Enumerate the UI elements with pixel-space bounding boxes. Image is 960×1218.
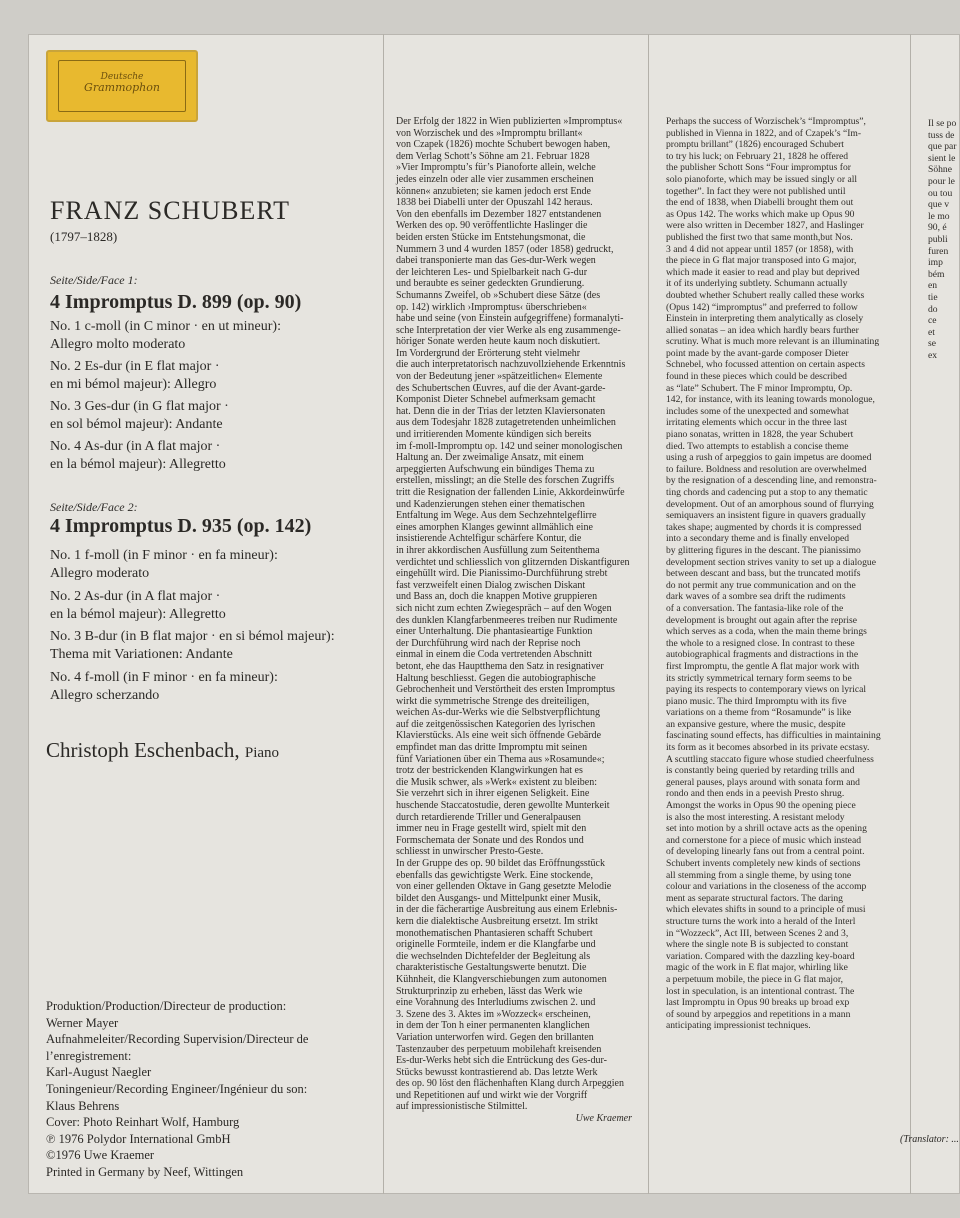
production-credits [46, 998, 346, 1181]
note-line: piano music. The third Impromptu with its five [666, 695, 847, 707]
composer-name: FRANZ SCHUBERT [50, 196, 290, 225]
note-line: eingehüllt wird. Die Pianissimo-Durchführung strebt [396, 568, 608, 580]
note-line: in “Wozzeck”, Act III, between Scenes 2 and 3, [666, 927, 849, 939]
note-line: ting chords and cadencing put a stop to any thematic [666, 487, 868, 498]
note-line: Tastenzauber des perpetuum mobilehaft kreisenden [396, 1043, 602, 1055]
note-line: a perpetuum mobile, the piece in G flat major, [666, 973, 844, 985]
track-line: No. 2 As-dur (in A flat major · [50, 589, 221, 604]
note-line: wirkt die symmetrische Strenge des dreiteiligen, [396, 695, 590, 707]
note-line: the piece in G flat major transposed into G major, [666, 255, 857, 267]
note-line: Perhaps the success of Worzischek’s “Impromptus”, [666, 116, 866, 127]
note-line: of sound by arpeggios and repetitions in a mann [666, 1008, 851, 1020]
note-line: by glittering figures in the descant. The pianissimo [666, 544, 861, 556]
performer [46, 738, 279, 763]
track-line: No. 3 Ges-dur (in G flat major · [50, 399, 229, 414]
note-line: die Musik schwer, als »Werk« existent zu bleiben: [396, 776, 597, 788]
note-line: Klavierstücks. Als eine weit sich öffnende Gebärde [396, 730, 602, 742]
note-line: imp [928, 257, 943, 269]
note-line: sche Interpretation der vier Werke als eng zusammenge- [396, 324, 621, 336]
note-line: which elevates shifts in sound to a principle of musi [666, 904, 866, 916]
note-line: eines amorphen Klanges gewinnt allmählich eine [396, 521, 593, 533]
note-line: do [928, 303, 938, 315]
deutsche-grammophon-logo [46, 50, 198, 122]
note-line: general pauses, plays around with sonata form and [666, 776, 860, 788]
note-line: promptu brillant” (1826) encouraged Schubert [666, 139, 844, 151]
credit-line: l’enregistrement: [46, 1048, 132, 1063]
note-line: empfindet man das dritte Impromptu mit seinen [396, 742, 588, 754]
track-line: No. 3 B-dur (in B flat major · en si bémol majeur): [50, 629, 335, 644]
credit-line: Werner Mayer [46, 1015, 119, 1030]
credit-line: Karl-August Naegler [46, 1065, 152, 1080]
note-line: to try his luck; on February 21, 1828 he offered [666, 150, 849, 162]
note-line: beiden ersten Stücke im Entstehungsmonat, die [396, 231, 586, 243]
note-line: hat. Denn die in der Trias der letzten Klaviersonaten [396, 405, 606, 417]
track-line: Allegro moderato [50, 566, 150, 581]
credit-line: Cover: Photo Reinhart Wolf, Hamburg [46, 1115, 240, 1130]
note-line: der Durchführung wird nach der Reprise noch [396, 637, 581, 649]
note-line: ment as separate structural factors. The daring [666, 892, 843, 904]
note-line: »Vier Impromptu’s für’s Pianoforte allein, welche [396, 162, 596, 174]
note-line: Entfaltung im Wege. Aus dem Sechzehntelgeflirre [396, 510, 597, 522]
track-line: en la bémol majeur): Allegretto [50, 607, 226, 622]
note-line: rondo and then ends in a peevish Presto shrug. [666, 788, 845, 800]
author-signature: Uwe Kraemer [575, 1113, 632, 1125]
track-line: Allegro scherzando [50, 688, 160, 703]
note-line: weichen As-dur-Werks wie die Selbstverpflichtung [396, 707, 600, 719]
note-line: its form as it becomes absorbed in its private ecstasy. [666, 742, 870, 754]
note-line: Schnebel, who focussed attention on certain aspects [666, 359, 866, 371]
note-line: development is brought out again after the reprise [666, 614, 858, 626]
note-line: published the first two that same month,but Nos. [666, 231, 853, 243]
note-line: A scuttling staccato figure whose studied cheerfulness [666, 753, 874, 765]
note-line: it of its underlying subtlety. Schumann actually [666, 278, 848, 290]
note-line: charakteristische Gestaltungswerte benutzt. Die [396, 962, 587, 974]
note-line: Il se po [928, 118, 957, 129]
note-line: auf impressionistische Stilmittel. [396, 1101, 528, 1113]
note-line: in ihrer akkordischen Ausfüllung zum Seitenthema [396, 544, 600, 556]
note-line: between descant and bass, but the truncated motifs [666, 568, 861, 580]
track-line: en la bémol majeur): Allegretto [50, 457, 226, 472]
track-line: No. 1 f-moll (in F minor · en fa mineur): [50, 548, 278, 563]
note-line: erstellen, misslingt; an die Stelle des forschen Zugriffs [396, 475, 615, 487]
note-line: 90, é [928, 222, 947, 234]
note-line: auf die zeitgenössischen Kategorien des lyrischen [396, 718, 596, 730]
note-line: point made by the avant-garde composer Dieter [666, 347, 849, 359]
note-line: is constantly being queried by retarding trills and [666, 765, 855, 777]
note-line: sient le [928, 152, 956, 164]
note-line: se [928, 338, 936, 350]
note-line: Kühnheit, die Klangverschiebungen zum autonomen [396, 973, 607, 985]
track-line: No. 4 f-moll (in F minor · en fa mineur): [50, 670, 278, 685]
performer-name: Christoph Eschenbach, [46, 738, 240, 762]
note-line: verdichtet und schliesslich von glitzernden Diskantfiguren [396, 556, 630, 568]
note-line: dark waves of a sombre sea drift the rudiments [666, 591, 846, 603]
note-line: einmal in einem die Coda vertretenden Abschnitt [396, 649, 593, 661]
note-line: Einstein in interpreting them analytically as closely [666, 313, 864, 325]
note-line: all stemming from a single theme, by using tone [666, 869, 852, 881]
note-line: first Impromptu, the gentle A flat major work with [666, 660, 860, 672]
note-line: pour le [928, 175, 955, 187]
note-line: bildet den Ausgangs- und Mittelpunkt einer Musik, [396, 892, 601, 904]
note-line: ou tou [928, 187, 953, 199]
column-divider [383, 34, 384, 1194]
note-line: do not permit any true communication and on the [666, 579, 856, 591]
note-line: Söhne [928, 164, 952, 176]
note-line: published in Vienna in 1822, and of Czapek’s “Im- [666, 127, 862, 139]
note-line: together”. In fact they were not published until [666, 185, 846, 197]
note-line: Schubert invents completely new kinds of sections [666, 858, 861, 869]
note-line: anticipating impressionist techniques. [666, 1020, 811, 1032]
note-line: irritating elements which occur in the three last [666, 417, 847, 429]
left-column [46, 50, 396, 122]
note-line: sich nicht zum echten Zwiegespräch – auf den Wogen [396, 602, 612, 614]
note-line: monothematischen Phantasieren schafft Schubert [396, 927, 593, 939]
column-divider [648, 34, 649, 1194]
track-line: Thema mit Variationen: Andante [50, 647, 233, 662]
note-line: 1838 bei Diabelli unter der Opuszahl 142 heraus. [396, 197, 593, 209]
liner-notes-french [928, 118, 960, 361]
note-line: tuss de [928, 129, 955, 141]
note-line: where the single note B is subjected to constant [666, 939, 849, 951]
note-line: und beraubte es seiner gedeckten Grundierung. [396, 278, 585, 290]
note-line: found in these pieces which could be described [666, 371, 847, 383]
note-line: the whole to a resigned close. In contrast to these [666, 637, 855, 649]
note-line: and cornerstone for a piece of music which instead [666, 834, 861, 846]
note-line: Der Erfolg der 1822 in Wien publizierten »Impromptus« [396, 116, 623, 127]
note-line: the publisher Schott Sons “Four impromptus for [666, 162, 851, 174]
note-line: dem Verlag Schott’s Söhne am 21. Februar 1828 [396, 150, 590, 162]
note-line: 3 and 4 did not appear until 1857 (or 1858), with [666, 243, 854, 255]
note-line: Formschemata der Sonate und des Rondos und [396, 834, 584, 846]
note-line: eine Vorahnung des Interludiums zwischen 2. und [396, 997, 596, 1009]
note-line: und Kadenzierungen stehen einer thematischen [396, 498, 585, 510]
note-line: variation. Compared with the dazzling key-board [666, 950, 855, 962]
note-line: fascinating sound effects, has difficulties in maintaining [666, 730, 881, 742]
note-line: 3. Szene des 3. Aktes im »Wozzeck« erscheinen, [396, 1008, 591, 1020]
note-line: Nummern 3 und 4 wurden 1857 (oder 1858) gedruckt, [396, 243, 614, 255]
track-line: Allegro molto moderato [50, 337, 186, 352]
side-1-title: 4 Impromptus D. 899 (op. 90) [50, 291, 302, 313]
note-line: piano sonatas, written in 1828, the year Schubert [666, 429, 854, 441]
note-line: von Czapek (1826) mochte Schubert bewogen haben, [396, 139, 611, 151]
note-line: Komponist Dieter Schnebel aufmerksam gemacht [396, 394, 596, 406]
note-line: into a secondary theme and is finally enveloped [666, 533, 850, 545]
note-line: colour and variations in the closeness of the accomp [666, 881, 867, 893]
note-line: takes shape; augmented by chords it is compressed [666, 521, 862, 533]
note-line: Von den ebenfalls im Dezember 1827 entstandenen [396, 208, 602, 220]
note-line: died. Two attempts to establish a concise theme [666, 440, 849, 452]
performer-role: Piano [244, 745, 280, 761]
note-line: schliesst in unwirscher Presto-Geste. [396, 846, 544, 858]
note-line: en [928, 280, 938, 292]
note-line: op. 142) wirklich ›Impromptus‹ überschrieben« [396, 301, 587, 313]
note-line: le mo [928, 210, 950, 222]
note-line: In der Gruppe des op. 90 bildet das Eröffnungsstück [396, 858, 605, 869]
note-line: kern die dialektische Ausbreitung ersetzt. Im strikt [396, 915, 598, 927]
side-2-title: 4 Impromptus D. 935 (op. 142) [50, 515, 312, 537]
note-line: were also written in December 1827, and Haslinger [666, 220, 864, 232]
note-line: lost in speculation, is an intentional contrast. The [666, 985, 855, 997]
note-line: fast verzweifelt einen Dialog zwischen Diskant [396, 579, 586, 591]
note-line: Amongst the works in Opus 90 the opening piece [666, 800, 856, 812]
note-line: und irritierenden Momente kündigen sich bereits [396, 429, 592, 441]
note-line: development section strives vanity to set up a dialogue [666, 556, 876, 568]
credit-line: Toningenieur/Recording Engineer/Ingénieur du son: [46, 1081, 308, 1096]
track-line: No. 2 Es-dur (in E flat major · [50, 359, 220, 374]
note-line: Variation unterworfen wird. Gegen den brillanten [396, 1031, 594, 1043]
note-line: bém [928, 268, 945, 280]
note-line: können« anzubieten; sie kamen jedoch erst Ende [396, 185, 591, 197]
track-line: en mi bémol majeur): Allegro [50, 377, 217, 392]
liner-notes-english [666, 116, 932, 1032]
track-line: en sol bémol majeur): Andante [50, 417, 223, 432]
credit-line: Produktion/Production/Directeur de production: [46, 999, 287, 1013]
note-line: et [928, 326, 935, 338]
note-line: Es-dur-Werks hebt sich die Entrückung des Ges-dur- [396, 1055, 607, 1067]
note-line: Werken des op. 90 veröffentlichte Haslinger die [396, 220, 588, 232]
note-line: von einer gellenden Oktave in Gang gesetzte Melodie [396, 881, 612, 893]
note-line: autobiographical fragments and distractions in the [666, 649, 859, 661]
note-line: publi [928, 233, 948, 245]
credit-line: ©1976 Uwe Kraemer [46, 1148, 155, 1163]
note-line: tie [928, 291, 938, 303]
note-line: des op. 90 löst den flächenhaften Klang durch Arpeggien [396, 1078, 624, 1090]
note-line: the end of 1838, when Diabelli brought them out [666, 197, 854, 209]
note-line: Haltung beschliesst. Gegen die autobiographische [396, 672, 596, 684]
note-line: die auch interpretatorisch nachzuvollziehende Erkenntnis [396, 359, 626, 371]
note-line: solo pianoforte, which may be issued singly or all [666, 173, 858, 185]
note-line: which made it easier to read and play but deprived [666, 266, 860, 278]
note-line: 142, for instance, with its leaning towards monologue, [666, 394, 875, 406]
note-line: Haltung an. Der zweimalige Ansatz, mit einem [396, 452, 584, 464]
note-line: des dunklen Klangfarbenmeeres treiben nur Rudimente [396, 614, 618, 626]
note-line: which serves as a coda, when the main theme brings [666, 626, 867, 638]
note-line: einer Unterhaltung. Die phantasieartige Funktion [396, 626, 593, 638]
note-line: Sie verzehrt sich in ihrer eigenen Seligkeit. Eine [396, 788, 590, 800]
note-line: durch retardierende Triller und Generalpausen [396, 811, 581, 823]
note-line: que v [928, 199, 950, 211]
credit-line: Printed in Germany by Neef, Wittingen [46, 1164, 244, 1179]
note-line: as “late” Schubert. The F minor Impromptu, Op. [666, 382, 853, 394]
note-line: habe und seine (von Einstein aufgegriffene) formanalyti- [396, 313, 624, 325]
note-line: tritt die Resignation der fallenden Linie, Akkordeinwürfe [396, 487, 625, 498]
note-line: development. Out of an amorphous sound of flurrying [666, 498, 874, 510]
note-line: der leichteren Les- und Spielbarkeit nach G-dur [396, 266, 588, 278]
note-line: fünf Variationen über ein Thema aus »Rosamunde«; [396, 753, 605, 765]
note-line: und Bass an, doch die knappen Motive gruppieren [396, 591, 598, 603]
note-line: originelle Formteile, indem er die Klangfarbe und [396, 939, 596, 951]
note-line: Schumanns Zweifel, ob »Schubert diese Sätze (des [396, 289, 601, 301]
note-line: höriger Sonate werden heute kaum noch diskutiert. [396, 336, 601, 348]
note-line: die wechselnden Dichtefelder der Begleitung als [396, 950, 591, 962]
note-line: of developing linearly fans out from a central point. [666, 846, 865, 858]
note-line: last Impromptu in Opus 90 breaks up broad exp [666, 997, 850, 1009]
note-line: paying its respects to contemporary views on lyrical [666, 684, 867, 696]
logo-line-2: Grammophon [84, 81, 160, 95]
note-line: (Opus 142) “impromptus” and preferred to follow [666, 301, 858, 313]
note-line: betont, ehe das Hauptthema den Satz in resignativer [396, 660, 604, 672]
logo-line-1: Deutsche [100, 72, 144, 82]
note-line: structure turns the work into a herald of the Interl [666, 915, 856, 927]
note-line: des Schubertschen Œuvres, auf die der Avant-garde- [396, 382, 606, 394]
note-line: von Worzischek und des »Impromptu brillant« [396, 127, 583, 139]
note-line: Im Vordergrund der Erörterung steht vielmehr [396, 347, 581, 359]
note-line: ce [928, 315, 937, 327]
note-line: variations on a theme from “Rosamunde” is like [666, 707, 852, 719]
note-line: in dem der Ton h einer permanenten klanglichen [396, 1020, 590, 1032]
note-line: Strukturprinzip zu erheben, lässt das Werk wie [396, 985, 583, 997]
note-line: scrutiny. What is much more relevant is an illuminating [666, 336, 880, 348]
note-line: Stücks bewusst kontrastierend ab. Das letzte Werk [396, 1066, 598, 1078]
note-line: includes some of the unexpected and somewhat [666, 405, 849, 417]
note-line: huschende Staccatostudie, deren gewollte Munterkeit [396, 800, 610, 812]
credit-line: Aufnahmeleiter/Recording Supervision/Directeur de [46, 1032, 309, 1047]
note-line: jedes einzeln oder alle vier zusammen erscheinen [396, 173, 594, 185]
note-line: von der Bedeutung jener »spätzeitlichen« Elemente [396, 371, 603, 383]
side-1-label: Seite/Side/Face 1: [50, 273, 138, 287]
note-line: aus dem Todesjahr 1828 zutagetretenden unheimlichen [396, 417, 616, 429]
note-line: arpeggierten Aufschwung ein bündiges Thema zu [396, 463, 595, 475]
note-line: to failure. Boldness and resolution are overwhelmed [666, 463, 867, 475]
track-line: No. 4 As-dur (in A flat major · [50, 439, 221, 454]
composer-dates: (1797–1828) [50, 229, 118, 244]
note-line: set into motion by a shrill octave acts as the opening [666, 823, 867, 835]
note-line: magic of the work in E flat major, whirling like [666, 962, 848, 974]
track-line: No. 1 c-moll (in C minor · en ut mineur): [50, 319, 281, 334]
note-line: dabei transponierte man das Ges-dur-Werk wegen [396, 255, 596, 267]
note-line: immer neu in Frage gestellt wird, spielt mit den [396, 823, 587, 835]
note-line: Gebrochenheit und Verstörtheit des ersten Impromptus [396, 684, 615, 696]
note-line: furen [928, 245, 949, 257]
note-line: allied sonatas – an idea which hardly bears further [666, 324, 859, 336]
side-2-label: Seite/Side/Face 2: [50, 500, 138, 514]
note-line: trotz der bestrickenden Klangwirkungen hat es [396, 765, 583, 777]
note-line: doubted whether Schubert really called these works [666, 289, 865, 301]
credit-line: ℗ 1976 Polydor International GmbH [46, 1131, 231, 1146]
note-line: by the resignation of a descending line, and remonstra- [666, 475, 877, 487]
note-line: using a rush of arpeggios to gain impetus are doomed [666, 452, 872, 464]
note-line: as Opus 142. The works which make up Opus 90 [666, 208, 855, 220]
note-line: in der die fächerartige Ausbreitung aus einem Erlebnis- [396, 904, 618, 916]
note-line: its strictly symmetrical ternary form seems to be [666, 672, 852, 684]
note-line: ex [928, 349, 938, 361]
note-line: und Repetitionen auf und wirkt wie der Vorgriff [396, 1089, 588, 1101]
note-line: ebenfalls das gewichtigste Werk. Eine stockende, [396, 869, 594, 881]
note-line: im f-moll-Impromptu op. 142 und seiner monologischen [396, 440, 623, 452]
note-line: insistierende Achtelfigur schärfere Kontur, die [396, 533, 582, 545]
note-line: que par [928, 141, 957, 153]
note-line: of a conversation. The fantasia-like role of the [666, 602, 844, 614]
liner-notes-german [396, 116, 640, 1125]
credit-line: Klaus Behrens [46, 1098, 120, 1113]
logo-label [58, 60, 186, 112]
note-line: an expansive gesture, where the music, despite [666, 718, 846, 730]
translator-credit: (Translator: ... [900, 1134, 959, 1145]
note-line: is also the most interesting. A resistant melody [666, 811, 845, 823]
note-line: semiquavers an insistent figure in quavers gradually [666, 510, 866, 522]
